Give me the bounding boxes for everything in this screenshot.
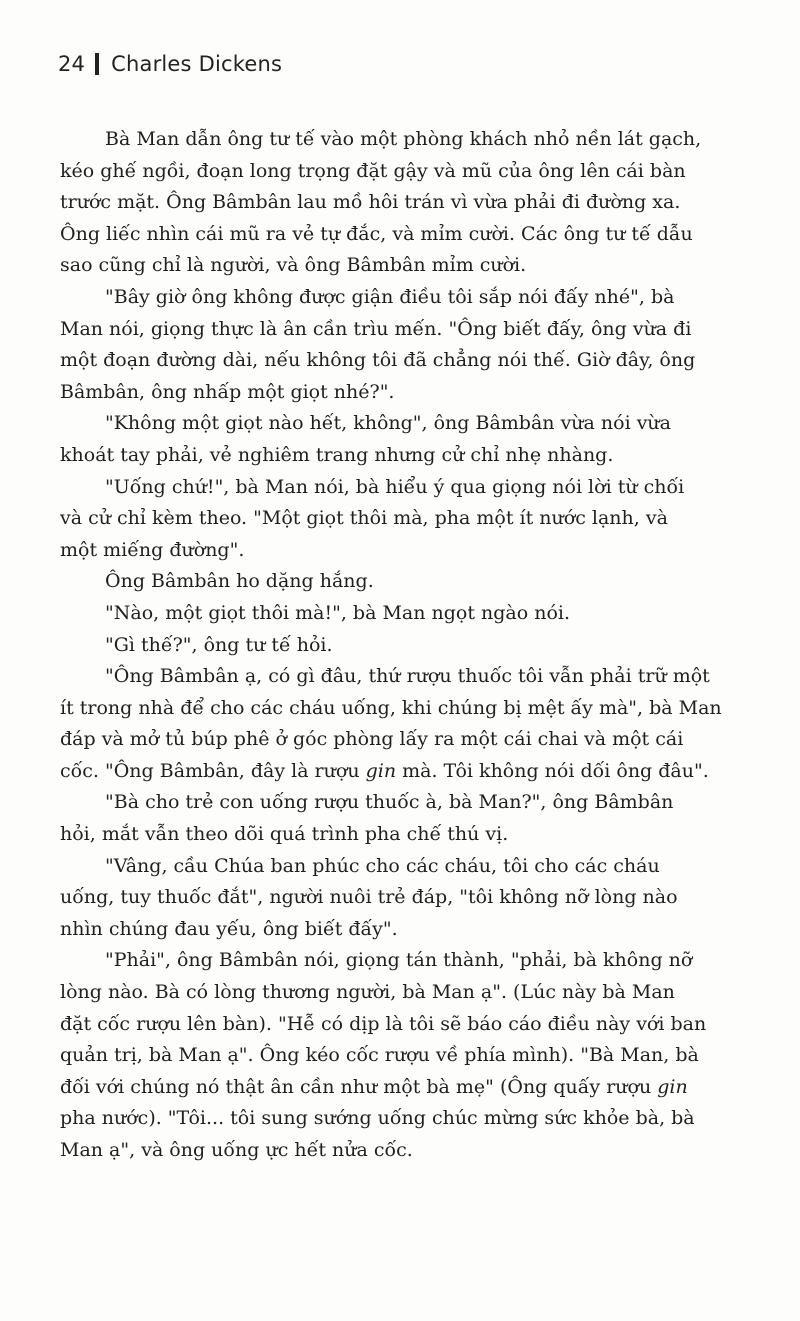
paragraph: [105, 598, 742, 630]
page-number: 24: [58, 52, 86, 76]
running-header: [58, 52, 282, 76]
paragraph: [105, 630, 742, 662]
text-line: trước mặt. Ông Bâmbân lau mồ hôi trán vì vừa phải đi đường xa.: [60, 191, 681, 214]
text-line: pha nước). "Tôi... tôi sung sướng uống chúc mừng sức khỏe bà, bà: [60, 1107, 695, 1130]
text-line: Bà Man dẫn ông tư tế vào một phòng khách nhỏ nền lát gạch,: [105, 128, 702, 150]
text-line: đối với chúng nó thật ân cần như một bà mẹ" (Ông quấy rượu gin: [60, 1075, 688, 1098]
text-line: "Ông Bâmbân ạ, có gì đâu, thứ rượu thuốc tôi vẫn phải trữ một: [105, 665, 710, 688]
text-line: sao cũng chỉ là người, và ông Bâmbân mỉm cười.: [60, 254, 527, 277]
text-line: đáp và mở tủ búp phê ở góc phòng lấy ra một cái chai và một cái: [60, 728, 684, 751]
body-text: [60, 124, 742, 1167]
text-line: ít trong nhà để cho các cháu uống, khi chúng bị mệt ấy mà", bà Man: [60, 696, 722, 719]
text-line: một miếng đường".: [60, 538, 245, 561]
paragraph: [60, 124, 742, 282]
paragraph: [60, 282, 742, 408]
header-separator: [95, 53, 99, 75]
paragraph: [60, 851, 742, 946]
author-name: Charles Dickens: [111, 52, 283, 76]
paragraph: [60, 945, 742, 1166]
text-line: khoát tay phải, vẻ nghiêm trang nhưng cử chỉ nhẹ nhàng.: [60, 443, 614, 466]
paragraph: [60, 661, 742, 787]
text-line: quản trị, bà Man ạ". Ông kéo cốc rượu về phía mình). "Bà Man, bà: [60, 1044, 699, 1067]
text-line: và cử chỉ kèm theo. "Một giọt thôi mà, pha một ít nước lạnh, và: [60, 507, 668, 530]
text-line: cốc. "Ông Bâmbân, đây là rượu gin mà. Tôi không nói dối ông đâu".: [60, 759, 709, 782]
text-line: kéo ghế ngồi, đoạn long trọng đặt gậy và mũ của ông lên cái bàn: [60, 159, 686, 182]
text-line: uống, tuy thuốc đắt", người nuôi trẻ đáp, "tôi không nỡ lòng nào: [60, 886, 678, 909]
text-line: "Vâng, cầu Chúa ban phúc cho các cháu, tôi cho các cháu: [105, 854, 660, 877]
text-line: Ông liếc nhìn cái mũ ra vẻ tự đắc, và mỉm cười. Các ông tư tế dẫu: [60, 222, 693, 245]
text-line: lòng nào. Bà có lòng thương người, bà Man ạ". (Lúc này bà Man: [60, 981, 675, 1004]
paragraph: [60, 787, 742, 850]
text-line: Bâmbân, ông nhấp một giọt nhé?".: [60, 380, 395, 403]
text-line: "Phải", ông Bâmbân nói, giọng tán thành, "phải, bà không nỡ: [105, 949, 693, 972]
text-line: Ông Bâmbân ho dặng hắng.: [105, 570, 374, 593]
text-line: đặt cốc rượu lên bàn). "Hễ có dịp là tôi sẽ báo cáo điều này với ban: [60, 1012, 707, 1035]
text-line: "Nào, một giọt thôi mà!", bà Man ngọt ngào nói.: [105, 601, 571, 624]
text-line: "Bây giờ ông không được giận điều tôi sắp nói đấy nhé", bà: [105, 285, 675, 308]
text-line: "Không một giọt nào hết, không", ông Bâmbân vừa nói vừa: [105, 412, 672, 435]
paragraph: [60, 408, 742, 471]
text-line: "Uống chứ!", bà Man nói, bà hiểu ý qua giọng nói lời từ chối: [105, 475, 685, 498]
text-line: nhìn chúng đau yếu, ông biết đấy".: [60, 917, 398, 940]
paragraph: [60, 472, 742, 567]
text-line: "Bà cho trẻ con uống rượu thuốc à, bà Man?", ông Bâmbân: [105, 791, 674, 814]
text-line: một đoạn đường dài, nếu không tôi đã chẳng nói thế. Giờ đây, ông: [60, 349, 696, 372]
text-line: Man ạ", và ông uống ực hết nửa cốc.: [60, 1139, 413, 1161]
text-line: "Gì thế?", ông tư tế hỏi.: [105, 633, 333, 656]
text-line: hỏi, mắt vẫn theo dõi quá trình pha chế thú vị.: [60, 823, 509, 846]
paragraph: [105, 566, 742, 598]
text-line: Man nói, giọng thực là ân cần trìu mến. "Ông biết đấy, ông vừa đi: [60, 317, 692, 340]
